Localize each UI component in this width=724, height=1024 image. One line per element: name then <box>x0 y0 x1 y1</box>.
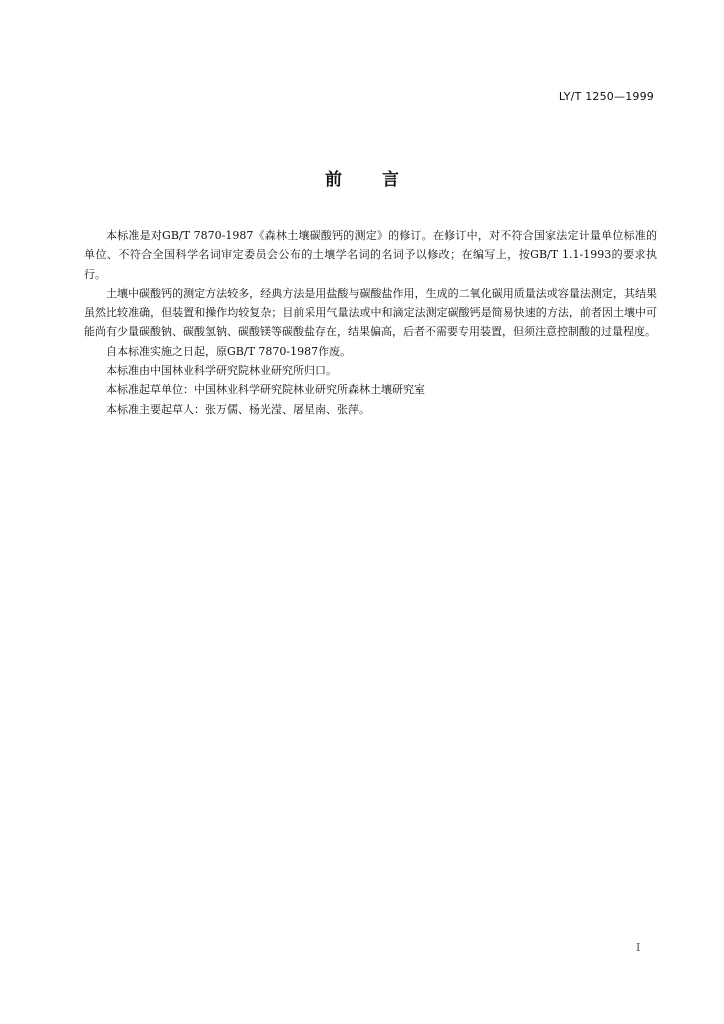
standard-number: LY/T 1250—1999 <box>558 90 654 103</box>
page-number: I <box>636 941 641 954</box>
page-title <box>0 165 724 190</box>
paragraph-administered-by: 本标准由中国林业科学研究院林业研究所归口。 <box>106 364 337 378</box>
paragraph-drafters: 本标准主要起草人：张万儒、杨光滢、屠星南、张萍。 <box>106 402 370 416</box>
paragraph-revision: 本标准是对GB/T 7870-1987《森林土壤碳酸钙的测定》的修订。在修订中，对不符合国家法定计量单位标准的单位、不符合全国科学名词审定委员会公布的土壤学名词的名词予以修改；在编写上，按GB/T 1.1-1993的要求执行。 <box>84 229 657 281</box>
foreword-body <box>84 226 657 419</box>
title-char-2: 言 <box>382 170 399 190</box>
title-char-1: 前 <box>325 170 342 190</box>
paragraph-methods: 土壤中碳酸钙的测定方法较多，经典方法是用盐酸与碳酸盐作用，生成的二氧化碳用质量法或容量法测定，其结果虽然比较准确，但装置和操作均较复杂；目前采用气量法或中和滴定法测定碳酸钙是简易快速的方法，前者因土壤中可能尚有少量碳酸钠、碳酸氢钠、碳酸镁等碳酸盐存在，结果偏高，后者不需要专用装置，但须注意控制酸的过量程度。 <box>84 286 657 339</box>
paragraph-drafting-unit: 本标准起草单位：中国林业科学研究院林业研究所森林土壤研究室 <box>106 383 425 397</box>
paragraph-supersedes: 自本标准实施之日起，原GB/T 7870-1987作废。 <box>106 344 352 358</box>
